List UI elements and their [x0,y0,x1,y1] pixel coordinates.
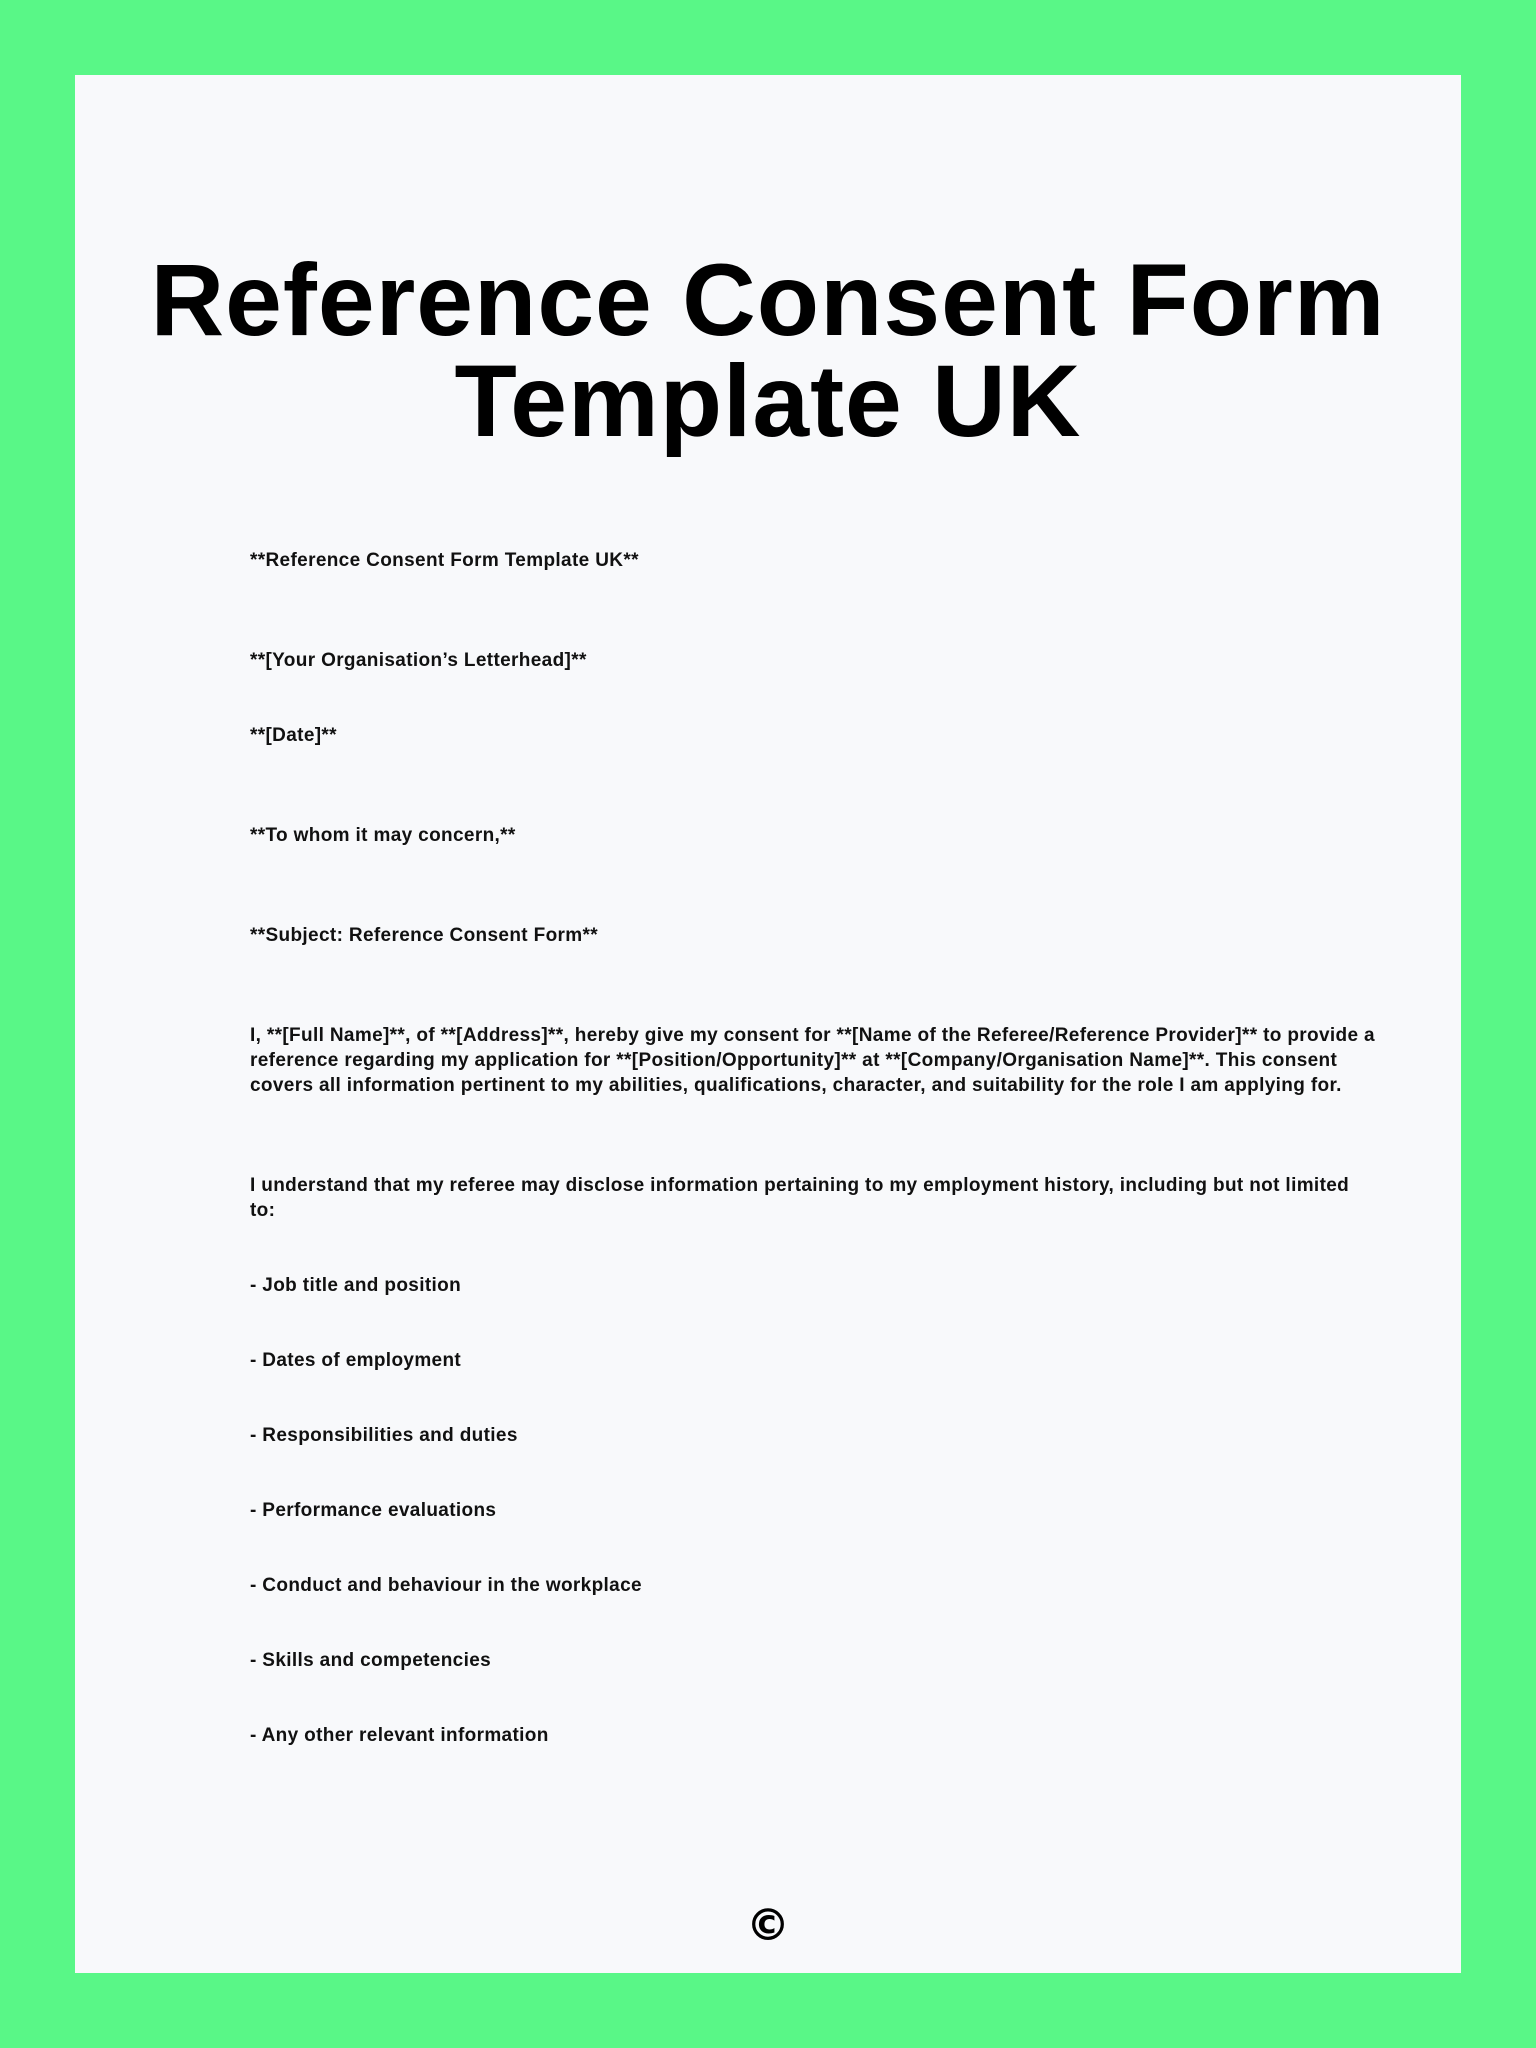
list-item: - Job title and position [250,1275,462,1296]
list-item: - Dates of employment [250,1350,462,1371]
document-body [250,548,1380,1748]
document-heading: **Reference Consent Form Template UK** [250,550,639,571]
letterhead-placeholder: **[Your Organisation’s Letterhead]** [250,650,587,671]
list-item: - Responsibilities and duties [250,1425,518,1446]
list-item: - Performance evaluations [250,1500,497,1521]
list-item: - Conduct and behaviour in the workplace [250,1575,642,1596]
disclosure-intro: I understand that my referee may disclose information pertaining to my employment history, including but not limited to: [250,1175,1350,1221]
subject-line: **Subject: Reference Consent Form** [250,925,598,946]
copyright-icon: © [746,1900,790,1951]
date-placeholder: **[Date]** [250,725,337,746]
title-line-1: Reference Consent Form [150,243,1386,357]
consent-paragraph: I, **[Full Name]**, of **[Address]**, hereby give my consent for **[Name of the Referee/Reference Provider]** to provide a reference regarding my application for **[Position/Opportunity]** at **[Company/Organisation Name]**. This consent covers all information pertinent to my abilities, qualifications, character, and suitability for the role I am applying for. [250,1025,1375,1096]
page-title [75,243,1461,458]
title-line-2: Template UK [454,344,1082,458]
document-page [75,75,1461,1973]
list-item: - Any other relevant information [250,1725,549,1746]
salutation: **To whom it may concern,** [250,825,516,846]
list-item: - Skills and competencies [250,1650,492,1671]
